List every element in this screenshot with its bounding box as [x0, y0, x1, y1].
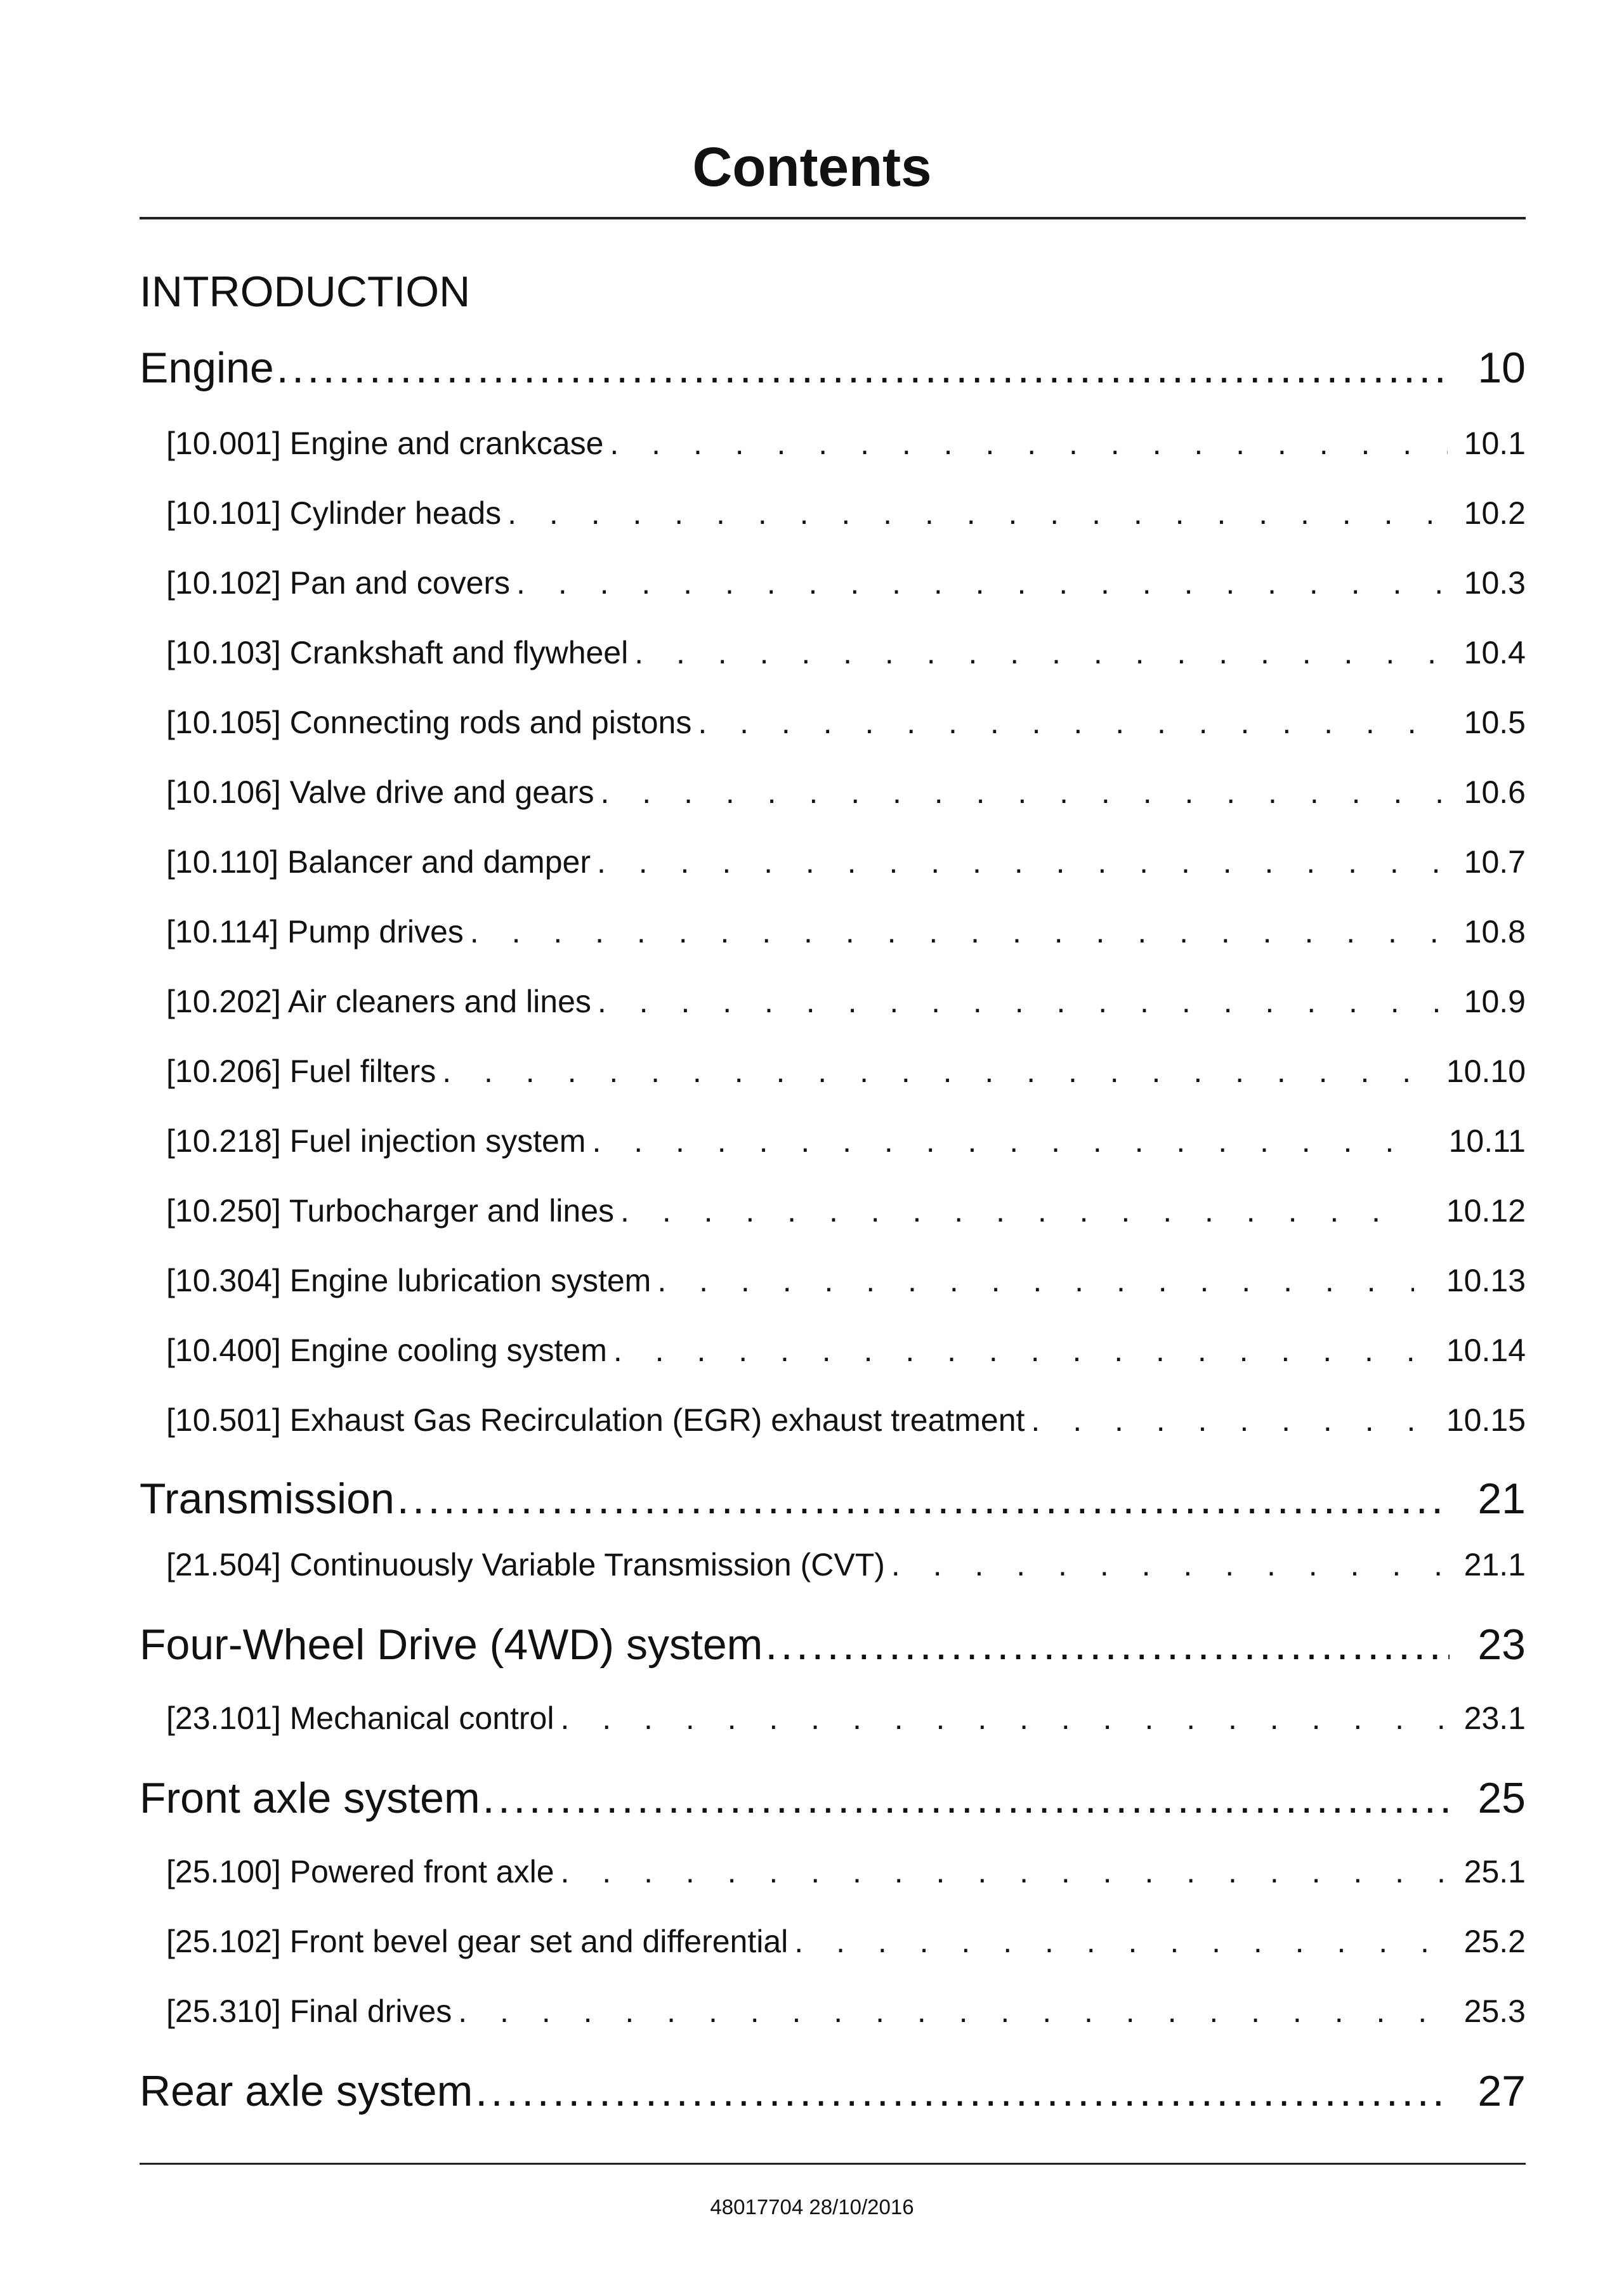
toc-section-10-101[interactable]	[166, 492, 1526, 534]
toc-section-label: [21.504] Continuously Variable Transmission (CVT)	[166, 1547, 885, 1582]
toc-section-label: [23.101] Mechanical control	[166, 1700, 554, 1736]
toc-section-25-310[interactable]	[166, 1990, 1526, 2032]
toc-page-number: 10.4	[1464, 635, 1526, 670]
toc-section-label: [10.110] Balancer and damper	[166, 844, 591, 880]
toc-section-10-250[interactable]	[166, 1190, 1526, 1232]
toc-section-label: [10.400] Engine cooling system	[166, 1333, 607, 1368]
toc-page-number: 10.6	[1464, 774, 1526, 810]
footer-divider	[140, 2163, 1526, 2165]
toc-section-10-218[interactable]	[166, 1120, 1526, 1162]
toc-section-10-102[interactable]	[166, 562, 1526, 604]
toc-chapter-label: Four-Wheel Drive (4WD) system	[140, 1621, 763, 1669]
toc-page-number: 10.13	[1446, 1263, 1526, 1298]
toc-section-25-102[interactable]	[166, 1921, 1526, 1962]
toc-section-label: [10.101] Cylinder heads	[166, 495, 502, 531]
dot-leader	[891, 1544, 1448, 1586]
toc-page-number: 25.2	[1464, 1924, 1526, 1959]
toc-section-label: [10.114] Pump drives	[166, 914, 464, 949]
toc-section-label: [10.106] Valve drive and gears	[166, 774, 594, 810]
toc-section-10-001[interactable]	[166, 422, 1526, 464]
toc-page-number: 23	[1477, 1621, 1526, 1669]
toc-page-number: 25.1	[1464, 1854, 1526, 1889]
toc-section-label: [10.105] Connecting rods and pistons	[166, 705, 692, 740]
dot-leader	[1031, 1399, 1414, 1441]
toc-page-number: 10.1	[1464, 426, 1526, 461]
toc-page-number: 10.5	[1464, 705, 1526, 740]
toc-section-label: [10.250] Turbocharger and lines	[166, 1193, 615, 1229]
dot-leader	[442, 1050, 1414, 1092]
dot-leader	[516, 562, 1448, 604]
toc-chapter-label: Engine	[140, 344, 274, 392]
toc-section-label: [10.102] Pan and covers	[166, 565, 511, 601]
toc-section-label: [10.001] Engine and crankcase	[166, 426, 604, 461]
toc-page-number: 10.3	[1464, 565, 1526, 601]
toc-chapter-label: Front axle system	[140, 1774, 480, 1822]
toc-chapter-label: Rear axle system	[140, 2067, 473, 2115]
toc-section-10-103[interactable]	[166, 632, 1526, 674]
toc-page-number: 10.2	[1464, 495, 1526, 531]
toc-page-number: 10.12	[1446, 1193, 1526, 1229]
dot-leader	[475, 2063, 1450, 2120]
dot-leader	[483, 1770, 1450, 1827]
footer-document-reference: 48017704 28/10/2016	[710, 2195, 914, 2219]
toc-section-10-105[interactable]	[166, 701, 1526, 743]
dot-leader	[698, 701, 1447, 743]
dot-leader	[397, 1470, 1450, 1527]
toc-section-10-202[interactable]	[166, 981, 1526, 1022]
toc-section-label: [10.304] Engine lubrication system	[166, 1263, 652, 1298]
toc-section-10-400[interactable]	[166, 1329, 1526, 1371]
toc-page-number: 27	[1477, 2067, 1526, 2115]
toc-section-10-110[interactable]	[166, 841, 1526, 883]
toc-section-label: [10.103] Crankshaft and flywheel	[166, 635, 629, 670]
toc-page-number: 21.1	[1464, 1547, 1526, 1582]
dot-leader	[592, 1120, 1414, 1162]
toc-section-label: [25.102] Front bevel gear set and differential	[166, 1924, 789, 1959]
toc-page-number: 10.10	[1446, 1053, 1526, 1089]
page-title: Contents	[692, 136, 932, 198]
dot-leader	[634, 632, 1447, 674]
dot-leader	[657, 1260, 1414, 1301]
toc-section-label: [25.100] Powered front axle	[166, 1854, 554, 1889]
dot-leader	[794, 1921, 1447, 1962]
toc-chapter-front-axle[interactable]	[140, 1770, 1526, 1827]
toc-section-label: [10.202] Air cleaners and lines	[166, 984, 591, 1019]
dot-leader	[277, 339, 1450, 396]
title-divider	[140, 217, 1526, 219]
toc-page-number: 10.14	[1446, 1333, 1526, 1368]
dot-leader	[598, 981, 1448, 1022]
toc-page-number: 23.1	[1464, 1700, 1526, 1736]
dot-leader	[601, 771, 1448, 813]
toc-page-number: 10.15	[1446, 1402, 1526, 1438]
dot-leader	[610, 422, 1447, 464]
dot-leader	[561, 1851, 1448, 1893]
dot-leader	[613, 1329, 1414, 1371]
introduction-heading[interactable]: INTRODUCTION	[140, 268, 471, 316]
toc-section-25-100[interactable]	[166, 1851, 1526, 1893]
toc-section-21-504[interactable]	[166, 1544, 1526, 1586]
dot-leader	[508, 492, 1448, 534]
toc-page-number: 25.3	[1464, 1993, 1526, 2029]
toc-section-label: [25.310] Final drives	[166, 1993, 452, 2029]
toc-chapter-label: Transmission	[140, 1475, 395, 1523]
toc-section-label: [10.206] Fuel filters	[166, 1053, 436, 1089]
toc-section-label: [10.218] Fuel injection system	[166, 1123, 586, 1159]
dot-leader	[458, 1990, 1447, 2032]
dot-leader	[620, 1190, 1414, 1232]
dot-leader	[765, 1616, 1450, 1673]
toc-page-number: 10.8	[1464, 914, 1526, 949]
toc-chapter-engine[interactable]	[140, 339, 1526, 396]
toc-section-10-106[interactable]	[166, 771, 1526, 813]
toc-page-number: 21	[1477, 1475, 1526, 1523]
toc-page-number: 10.7	[1464, 844, 1526, 880]
toc-chapter-rear-axle[interactable]	[140, 2063, 1526, 2120]
toc-section-label: [10.501] Exhaust Gas Recirculation (EGR) exhaust treatment	[166, 1402, 1025, 1438]
dot-leader	[470, 911, 1448, 953]
toc-section-10-304[interactable]	[166, 1260, 1526, 1301]
toc-section-10-501[interactable]	[166, 1399, 1526, 1441]
toc-chapter-transmission[interactable]	[140, 1470, 1526, 1527]
toc-section-10-206[interactable]	[166, 1050, 1526, 1092]
dot-leader	[597, 841, 1448, 883]
toc-page-number: 10.9	[1464, 984, 1526, 1019]
toc-section-23-101[interactable]	[166, 1697, 1526, 1739]
dot-leader	[560, 1697, 1447, 1739]
toc-section-10-114[interactable]	[166, 911, 1526, 953]
toc-page-number: 10	[1477, 344, 1526, 392]
toc-page-number: 25	[1477, 1774, 1526, 1822]
toc-page-number: 10.11	[1448, 1123, 1526, 1159]
toc-chapter-four-wheel-drive[interactable]	[140, 1616, 1526, 1673]
